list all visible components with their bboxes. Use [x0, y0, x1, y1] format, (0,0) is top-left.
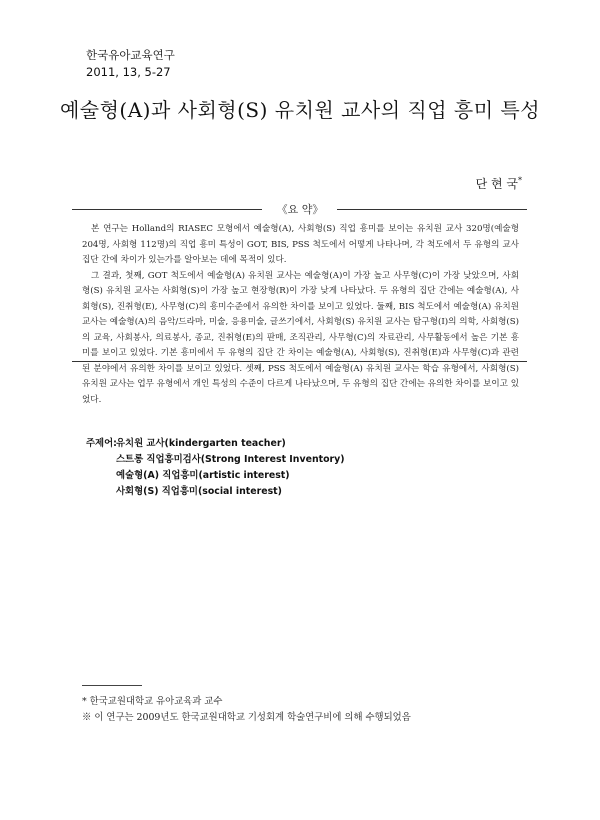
author	[476, 175, 522, 192]
footnote-funding: ※ 이 연구는 2009년도 한국교원대학교 기성회계 학술연구비에 의해 수행되었음	[82, 712, 411, 723]
author-footnote-mark: *	[518, 176, 522, 185]
abstract-bottom-rule	[72, 361, 527, 362]
keyword-row	[86, 468, 345, 484]
footnote-affiliation: * 한국교원대학교 유아교육과 교수	[82, 696, 223, 707]
abstract-heading: 《요 약》	[276, 203, 324, 216]
keyword-item: 예술형(A) 직업흥미(artistic interest)	[116, 470, 290, 481]
abstract-paragraph-1: 본 연구는 Holland의 RIASEC 모형에서 예술형(A), 사회형(S) 직업 흥미를 보이는 유치원 교사 320명(예술형 204명, 사회형 112명)의 직업 흥미 특성이 GOT, BIS, PSS 척도에서 어떻게 나타나며, 각 척도에서 두 유형의 교사 집단 간에 차이가 있는가를 알아보는 데에 목적이 있다.	[82, 224, 519, 265]
abstract-top-rule-right	[337, 209, 527, 210]
paper-title: 예술형(A)과 사회형(S) 유치원 교사의 직업 흥미 특성	[59, 98, 541, 122]
footnote-rule	[82, 685, 142, 686]
journal-header	[86, 47, 175, 81]
keywords-label: 주제어:	[86, 438, 117, 449]
abstract-body	[82, 222, 519, 408]
keyword-item: 사회형(S) 직업흥미(social interest)	[116, 486, 282, 497]
journal-name: 한국유아교육연구	[86, 48, 175, 62]
keyword-item: 스트롱 직업흥미검사(Strong Interest Inventory)	[116, 454, 345, 465]
keyword-item: 유치원 교사(kindergarten teacher)	[116, 438, 286, 449]
journal-citation: 2011, 13, 5-27	[86, 65, 171, 79]
keywords	[86, 436, 345, 500]
abstract-top-rule-left	[72, 209, 262, 210]
footnotes	[82, 694, 411, 726]
keyword-row	[86, 484, 345, 500]
author-name: 단 현 국	[475, 177, 518, 191]
keyword-row	[86, 452, 345, 468]
abstract-paragraph-2: 그 결과, 첫째, GOT 척도에서 예술형(A) 유치원 교사는 예술형(A)이 가장 높고 사무형(C)이 가장 낮았으며, 사회형(S) 유치원 교사는 사회형(S)이 가장 높고 현장형(R)이 가장 낮게 나타났다. 두 유형의 집단 간에는 예술형(A), 사회형(S), 진취형(E), 사무형(C)의 흥미수준에서 유의한 차이를 보이고 있었다. 둘째, BIS 척도에서 예술형(A) 유치원 교사는 예술형(A)의 음악/드라마, 미술, 응용미술, 글쓰기에서, 사회형(S) 유치원 교사는 탐구형(I)의 의학, 사회형(S)의 교육, 사회봉사, 의료봉사, 종교, 진취형(E)의 판매, 조직관리, 사무형(C)의 자료관리, 사무활동에서 높은 기본 흥미를 보이고 있었다. 기본 흥미에서 두 유형의 집단 간 차이는 예술형(A), 사회형(S), 진취형(E)과 사무형(C)과 관련된 분야에서 유의한 차이를 보이고 있었다. 셋째, PSS 척도에서 예술형(A) 유치원 교사는 학습 유형에서, 사회형(S) 유치원 교사는 업무 유형에서 개인 특성의 수준이 다르게 나타났으며, 두 유형의 집단 간에는 유의한 차이를 보이고 있었다.	[82, 270, 519, 405]
keyword-row	[86, 436, 345, 452]
